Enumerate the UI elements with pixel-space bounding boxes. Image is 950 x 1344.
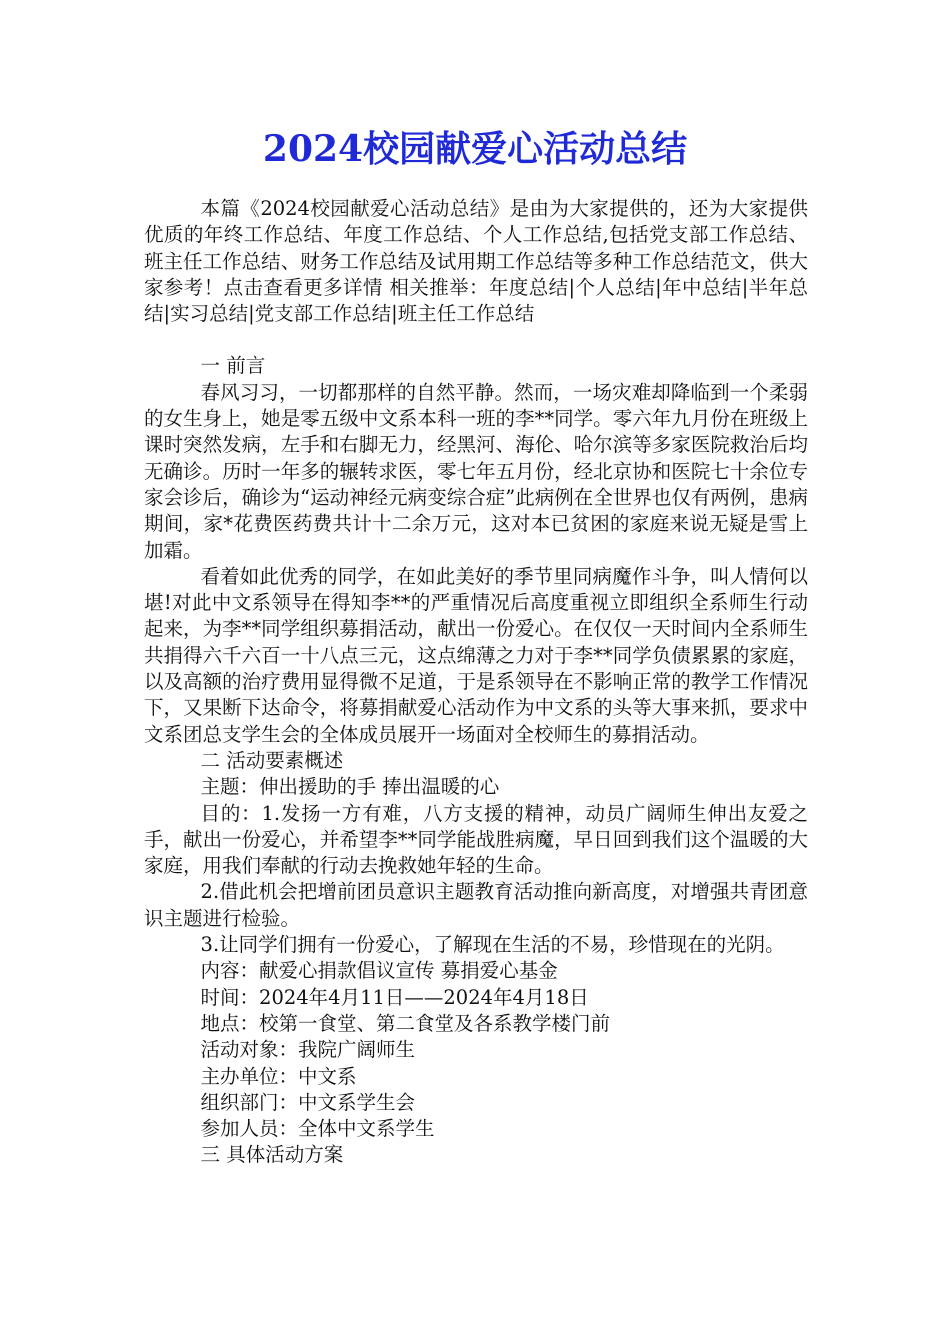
section-heading-overview: 二 活动要素概述 xyxy=(200,748,344,772)
time-line: 时间：2024年4月11日——2024年4月18日 xyxy=(200,985,589,1009)
purpose-item-3: 3.让同学们拥有一份爱心，了解现在生活的不易，珍惜现在的光阴。 xyxy=(200,933,785,957)
document-body xyxy=(144,196,808,1169)
preface-paragraph-1: 春风习习，一切都那样的自然平静。然而，一场灾难却降临到一个柔弱的女生身上，她是零五级中文系本科一班的李**同学。零六年九月份在班级上课时突然发病，左手和右脚无力，经黑河、海伦、哈尔滨等多家医院救治后均无确诊。历时一年多的辗转求医，零七年五月份，经北京协和医院七十余位专家会诊后，确诊为“运动神经元病变综合症”此病例在全世界也仅有两例，患病期间，家*花费医药费共计十二余万元，这对本已贫困的家庭来说无疑是雪上加霜。 xyxy=(144,380,808,562)
participants-line: 参加人员：全体中文系学生 xyxy=(200,1117,435,1141)
audience-line: 活动对象：我院广阔师生 xyxy=(200,1038,416,1062)
document-title: 2024校园献爱心活动总结 xyxy=(262,128,688,170)
section-heading-plan: 三 具体活动方案 xyxy=(200,1143,344,1167)
paragraph-gap xyxy=(144,327,808,353)
theme-line: 主题：伸出援助的手 捧出温暖的心 xyxy=(200,775,500,799)
purpose-item-2: 2.借此机会把增前团员意识主题教育活动推向新高度，对增强共青团意识主题进行检验。 xyxy=(144,880,808,930)
place-line: 地点：校第一食堂、第二食堂及各系教学楼门前 xyxy=(200,1011,611,1035)
content-line: 内容：献爱心捐款倡议宣传 募捐爱心基金 xyxy=(200,959,558,983)
department-line: 组织部门：中文系学生会 xyxy=(200,1090,416,1114)
intro-paragraph: 本篇《2024校园献爱心活动总结》是由为大家提供的，还为大家提供优质的年终工作总结、年度工作总结、个人工作总结,包括党支部工作总结、班主任工作总结、财务工作总结及试用期工作总结等多种工作总结范文，供大家参考！点击查看更多详情 相关推举：年度总结|个人总结|年中总结|半年总结|实习总结|党支部工作总结|班主任工作总结 xyxy=(144,197,808,326)
section-heading-preface: 一 前言 xyxy=(200,354,266,378)
purpose-item-1: 目的：1.发扬一方有难，八方支援的精神，动员广阔师生伸出友爱之手，献出一份爱心，并希望李**同学能战胜病魔，早日回到我们这个温暖的大家庭，用我们奉献的行动去挽救她年轻的生命。 xyxy=(144,801,808,878)
preface-paragraph-2: 看着如此优秀的同学，在如此美好的季节里同病魔作斗争，叫人情何以堪!对此中文系领导在得知李**的严重情况后高度重视立即组织全系师生行动起来，为李**同学组织募捐活动，献出一份爱心。在仅仅一天时间内全系师生共捐得六千六百一十八点三元，这点绵薄之力对于李**同学负债累累的家庭，以及高额的治疗费用显得微不足道，于是系领导在不影响正常的教学工作情况下，又果断下达命令，将募捐献爱心活动作为中文系的头等大事来抓，要求中文系团总支学生会的全体成员展开一场面对全校师生的募捐活动。 xyxy=(144,564,808,746)
organizer-line: 主办单位：中文系 xyxy=(200,1064,357,1088)
